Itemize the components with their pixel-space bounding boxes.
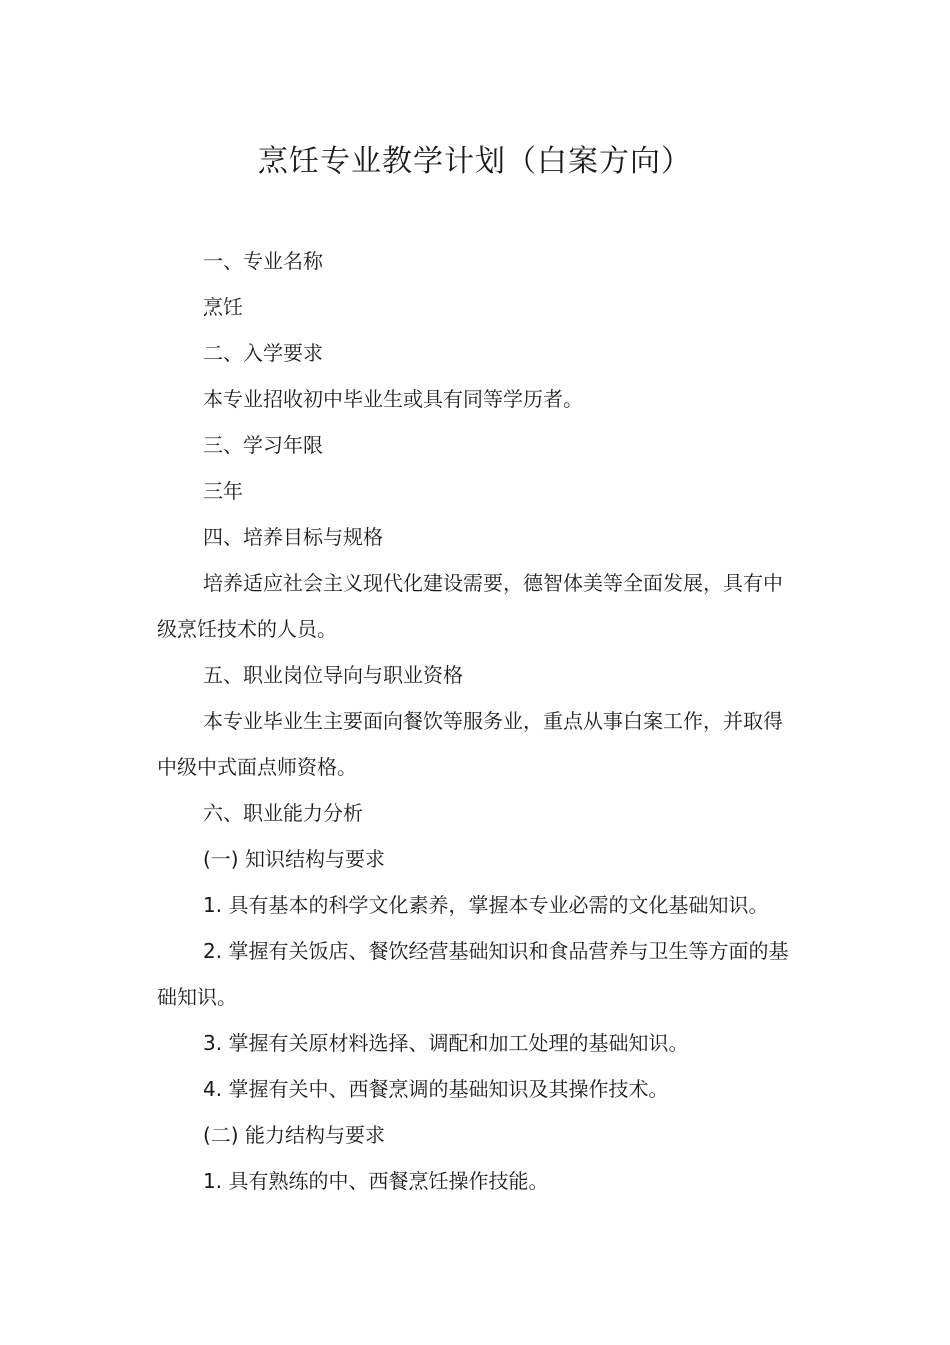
heading-objectives: 四、培养目标与规格 [203, 525, 383, 549]
subheading-knowledge: (一) 知识结构与要求 [203, 847, 385, 871]
paragraph-career: 本专业毕业生主要面向餐饮等服务业，重点从事白案工作，并取得中级中式面点师资格。 [157, 709, 783, 779]
paragraph-major-name: 烹饪 [203, 295, 243, 319]
list-item: 1. 具有熟练的中、西餐烹饪操作技能。 [203, 1169, 549, 1193]
heading-career: 五、职业岗位导向与职业资格 [203, 663, 463, 687]
list-item: 4. 掌握有关中、西餐烹调的基础知识及其操作技术。 [203, 1077, 669, 1101]
paragraph-duration: 三年 [203, 479, 243, 503]
heading-admission: 二、入学要求 [203, 341, 323, 365]
subheading-ability: (二) 能力结构与要求 [203, 1123, 385, 1147]
heading-major-name: 一、专业名称 [203, 249, 323, 273]
list-item: 2. 掌握有关饭店、餐饮经营基础知识和食品营养与卫生等方面的基础知识。 [157, 939, 789, 1009]
document-title: 烹饪专业教学计划（白案方向） [258, 144, 692, 179]
list-item: 3. 掌握有关原材料选择、调配和加工处理的基础知识。 [203, 1031, 689, 1055]
heading-ability-analysis: 六、职业能力分析 [203, 801, 363, 825]
document-body [157, 238, 797, 1204]
paragraph-admission: 本专业招收初中毕业生或具有同等学历者。 [203, 387, 583, 411]
heading-duration: 三、学习年限 [203, 433, 323, 457]
list-item: 1. 具有基本的科学文化素养，掌握本专业必需的文化基础知识。 [203, 893, 769, 917]
paragraph-objectives: 培养适应社会主义现代化建设需要，德智体美等全面发展，具有中级烹饪技术的人员。 [157, 571, 783, 641]
